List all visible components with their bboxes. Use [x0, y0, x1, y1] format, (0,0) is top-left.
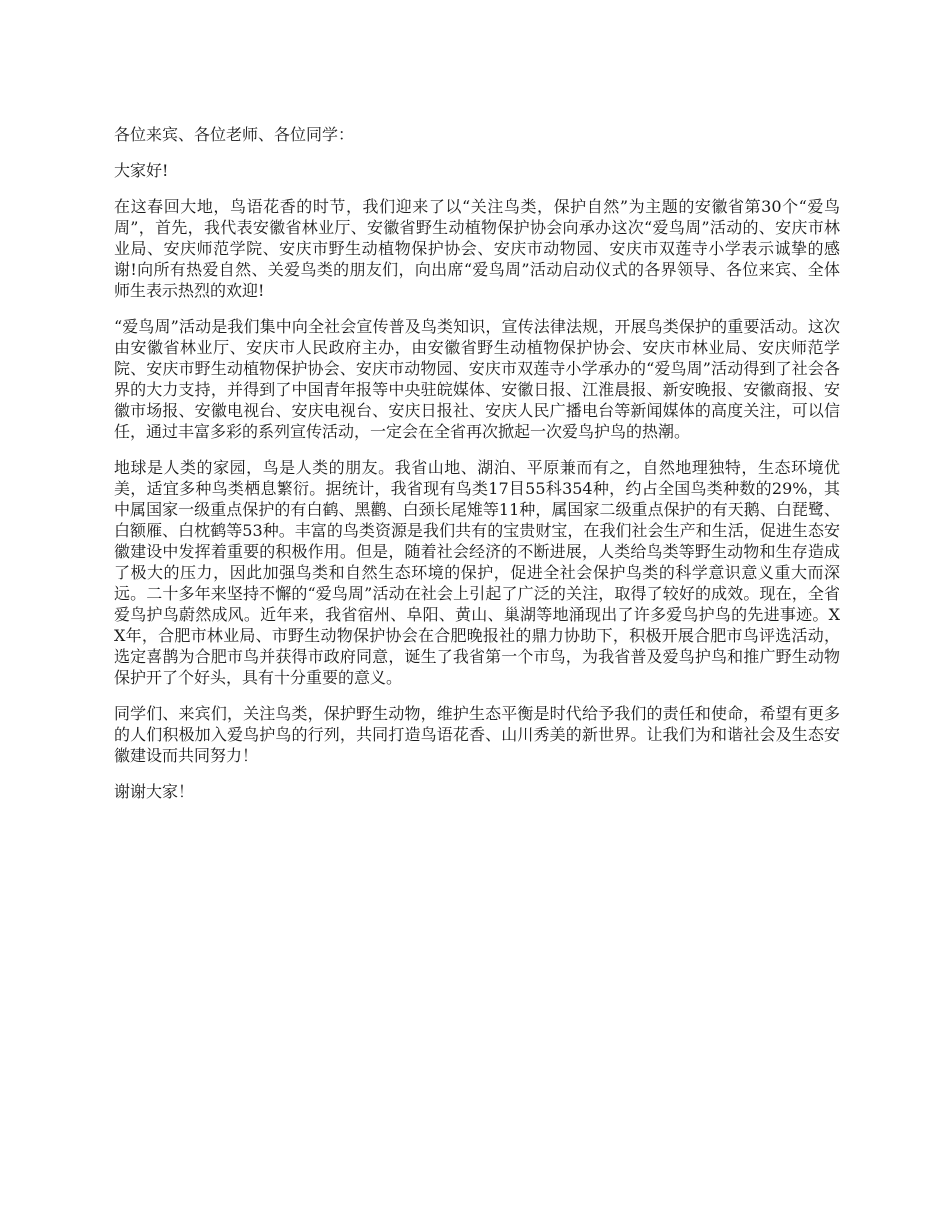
paragraph-2: “爱鸟周”活动是我们集中向全社会宣传普及鸟类知识，宣传法律法规，开展鸟类保护的重要活动。这次由安徽省林业厅、安庆市人民政府主办，由安徽省野生动植物保护协会、安庆市林业局、安庆师范学院、安庆市野生动植物保护协会、安庆市动物园、安庆市双莲寺小学承办的“爱鸟周”活动得到了社会各界的大力支持，并得到了中国青年报等中央驻皖媒体、安徽日报、江淮晨报、新安晚报、安徽商报、安徽市场报、安徽电视台、安庆电视台、安庆日报社、安庆人民广播电台等新闻媒体的高度关注，可以信任，通过丰富多彩的系列宣传活动，一定会在全省再次掀起一次爱鸟护鸟的热潮。 — [114, 317, 840, 441]
closing: 谢谢大家！ — [114, 782, 195, 801]
speech-body — [114, 124, 840, 817]
greeting: 大家好! — [114, 161, 169, 180]
paragraph-3: 地球是人类的家园，鸟是人类的朋友。我省山地、湖泊、平原兼而有之，自然地理独特，生态环境优美，适宜多种鸟类栖息繁衍。据统计，我省现有鸟类17目55科354种，约占全国鸟类种数的29%，其中属国家一级重点保护的有白鹤、黑鹳、白颈长尾雉等11种，属国家二级重点保护的有天鹅、白琵鹭、白额雁、白枕鹤等53种。丰富的鸟类资源是我们共有的宝贵财宝，在我们社会生产和生活，促进生态安徽建设中发挥着重要的积极作用。但是，随着社会经济的不断进展，人类给鸟类等野生动物和生存造成了极大的压力，因此加强鸟类和自然生态环境的保护，促进全社会保护鸟类的科学意识意义重大而深远。二十多年来坚持不懈的“爱鸟周”活动在社会上引起了广泛的关注，取得了较好的成效。现在，全省爱鸟护鸟蔚然成风。近年来，我省宿州、阜阳、黄山、巢湖等地涌现出了许多爱鸟护鸟的先进事迹。XX年，合肥市林业局、市野生动物保护协会在合肥晚报社的鼎力协助下，积极开展合肥市鸟评选活动，选定喜鹊为合肥市鸟并获得市政府同意，诞生了我省第一个市鸟，为我省普及爱鸟护鸟和推广野生动物保护开了个好头，具有十分重要的意义。 — [114, 458, 840, 687]
paragraph-1: 在这春回大地，鸟语花香的时节，我们迎来了以“关注鸟类，保护自然”为主题的安徽省第30个“爱鸟周”，首先，我代表安徽省林业厅、安徽省野生动植物保护协会向承办这次“爱鸟周”活动的、安庆市林业局、安庆师范学院、安庆市野生动植物保护协会、安庆市动物园、安庆市双莲寺小学表示诚挚的感谢!向所有热爱自然、关爱鸟类的朋友们，向出席“爱鸟周”活动启动仪式的各界领导、各位来宾、全体师生表示热烈的欢迎! — [114, 197, 840, 300]
salutation: 各位来宾、各位老师、各位同学： — [114, 125, 355, 144]
paragraph-4: 同学们、来宾们，关注鸟类，保护野生动物，维护生态平衡是时代给予我们的责任和使命，希望有更多的人们积极加入爱鸟护鸟的行列，共同打造鸟语花香、山川秀美的新世界。让我们为和谐社会及生态安徽建设而共同努力！ — [114, 704, 840, 765]
